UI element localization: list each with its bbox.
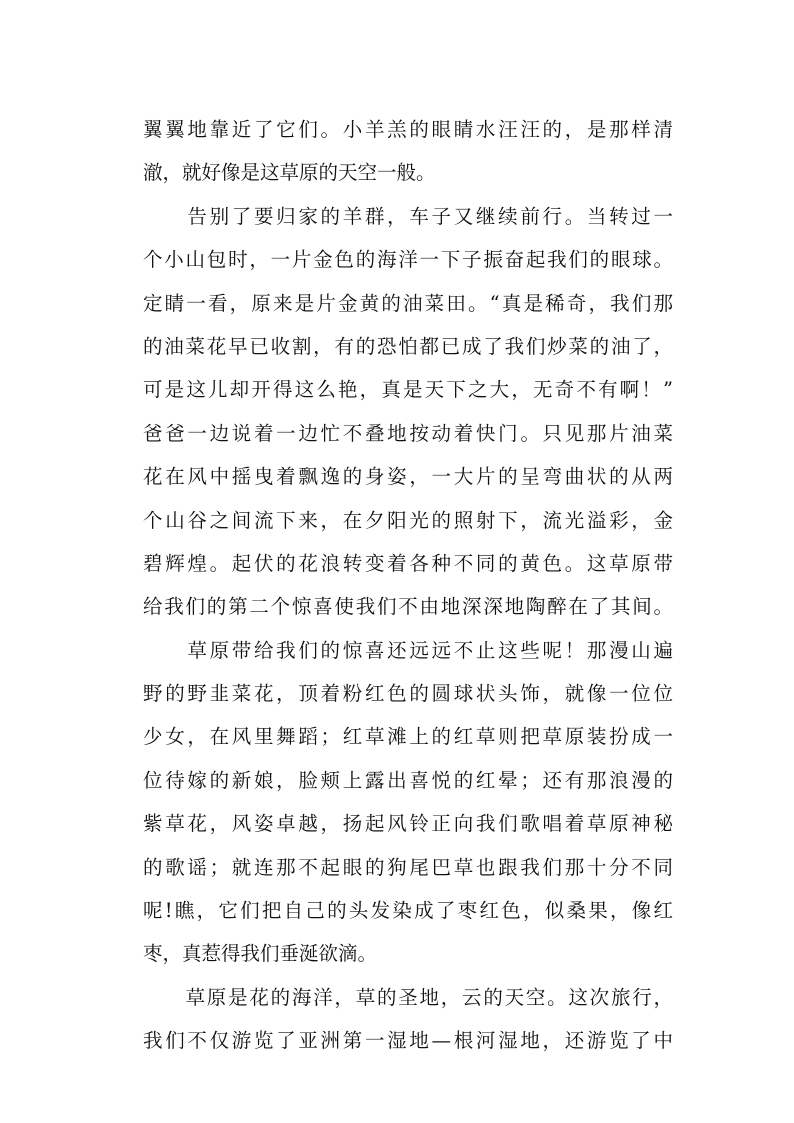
text-line: 草原是花的海洋，草的圣地，云的天空。这次旅行， [143,985,673,1009]
text-line: 呢!瞧，它们把自己的头发染成了枣红色，似桑果，像红 [143,899,673,923]
text-line: 花在风中摇曳着飘逸的身姿，一大片的呈弯曲状的从两 [143,465,673,489]
text-line: 位待嫁的新娘，脸颊上露出喜悦的红晕；还有那浪漫的 [143,768,673,792]
text-line: 个山谷之间流下来，在夕阳光的照射下，流光溢彩，金 [143,508,673,532]
text-line: 个小山包时，一片金色的海洋一下子振奋起我们的眼球。 [143,248,673,272]
text-line: 碧辉煌。起伏的花浪转变着各种不同的黄色。这草原带 [143,551,673,575]
text-line: 我们不仅游览了亚洲第一湿地—根河湿地，还游览了中 [143,1029,673,1053]
text-line: 枣，真惹得我们垂涎欲滴。 [143,942,378,966]
text-line: 草原带给我们的惊喜还远远不止这些呢！那漫山遍 [143,638,673,662]
body-text [143,108,673,1063]
text-line: 澈，就好像是这草原的天空一般。 [143,161,436,185]
text-line: 的歌谣；就连那不起眼的狗尾巴草也跟我们那十分不同 [143,855,673,879]
text-line: 可是这儿却开得这么艳，真是天下之大，无奇不有啊！” [143,378,673,402]
text-line: 告别了要归家的羊群，车子又继续前行。当转过一 [143,204,673,228]
text-line: 少女，在风里舞蹈；红草滩上的红草则把草原装扮成一 [143,725,673,749]
text-line: 给我们的第二个惊喜使我们不由地深深地陶醉在了其间。 [143,595,673,619]
text-line: 野的野韭菜花，顶着粉红色的圆球状头饰，就像一位位 [143,682,673,706]
text-line: 紫草花，风姿卓越，扬起风铃正向我们歌唱着草原神秘 [143,812,673,836]
text-line: 爸爸一边说着一边忙不叠地按动着快门。只见那片油菜 [143,421,673,445]
text-line: 翼翼地靠近了它们。小羊羔的眼睛水汪汪的，是那样清 [143,118,673,141]
text-line: 定睛一看，原来是片金黄的油菜田。“真是稀奇，我们那 [143,291,673,315]
text-line: 的油菜花早已收割，有的恐怕都已成了我们炒菜的油了， [143,334,673,358]
